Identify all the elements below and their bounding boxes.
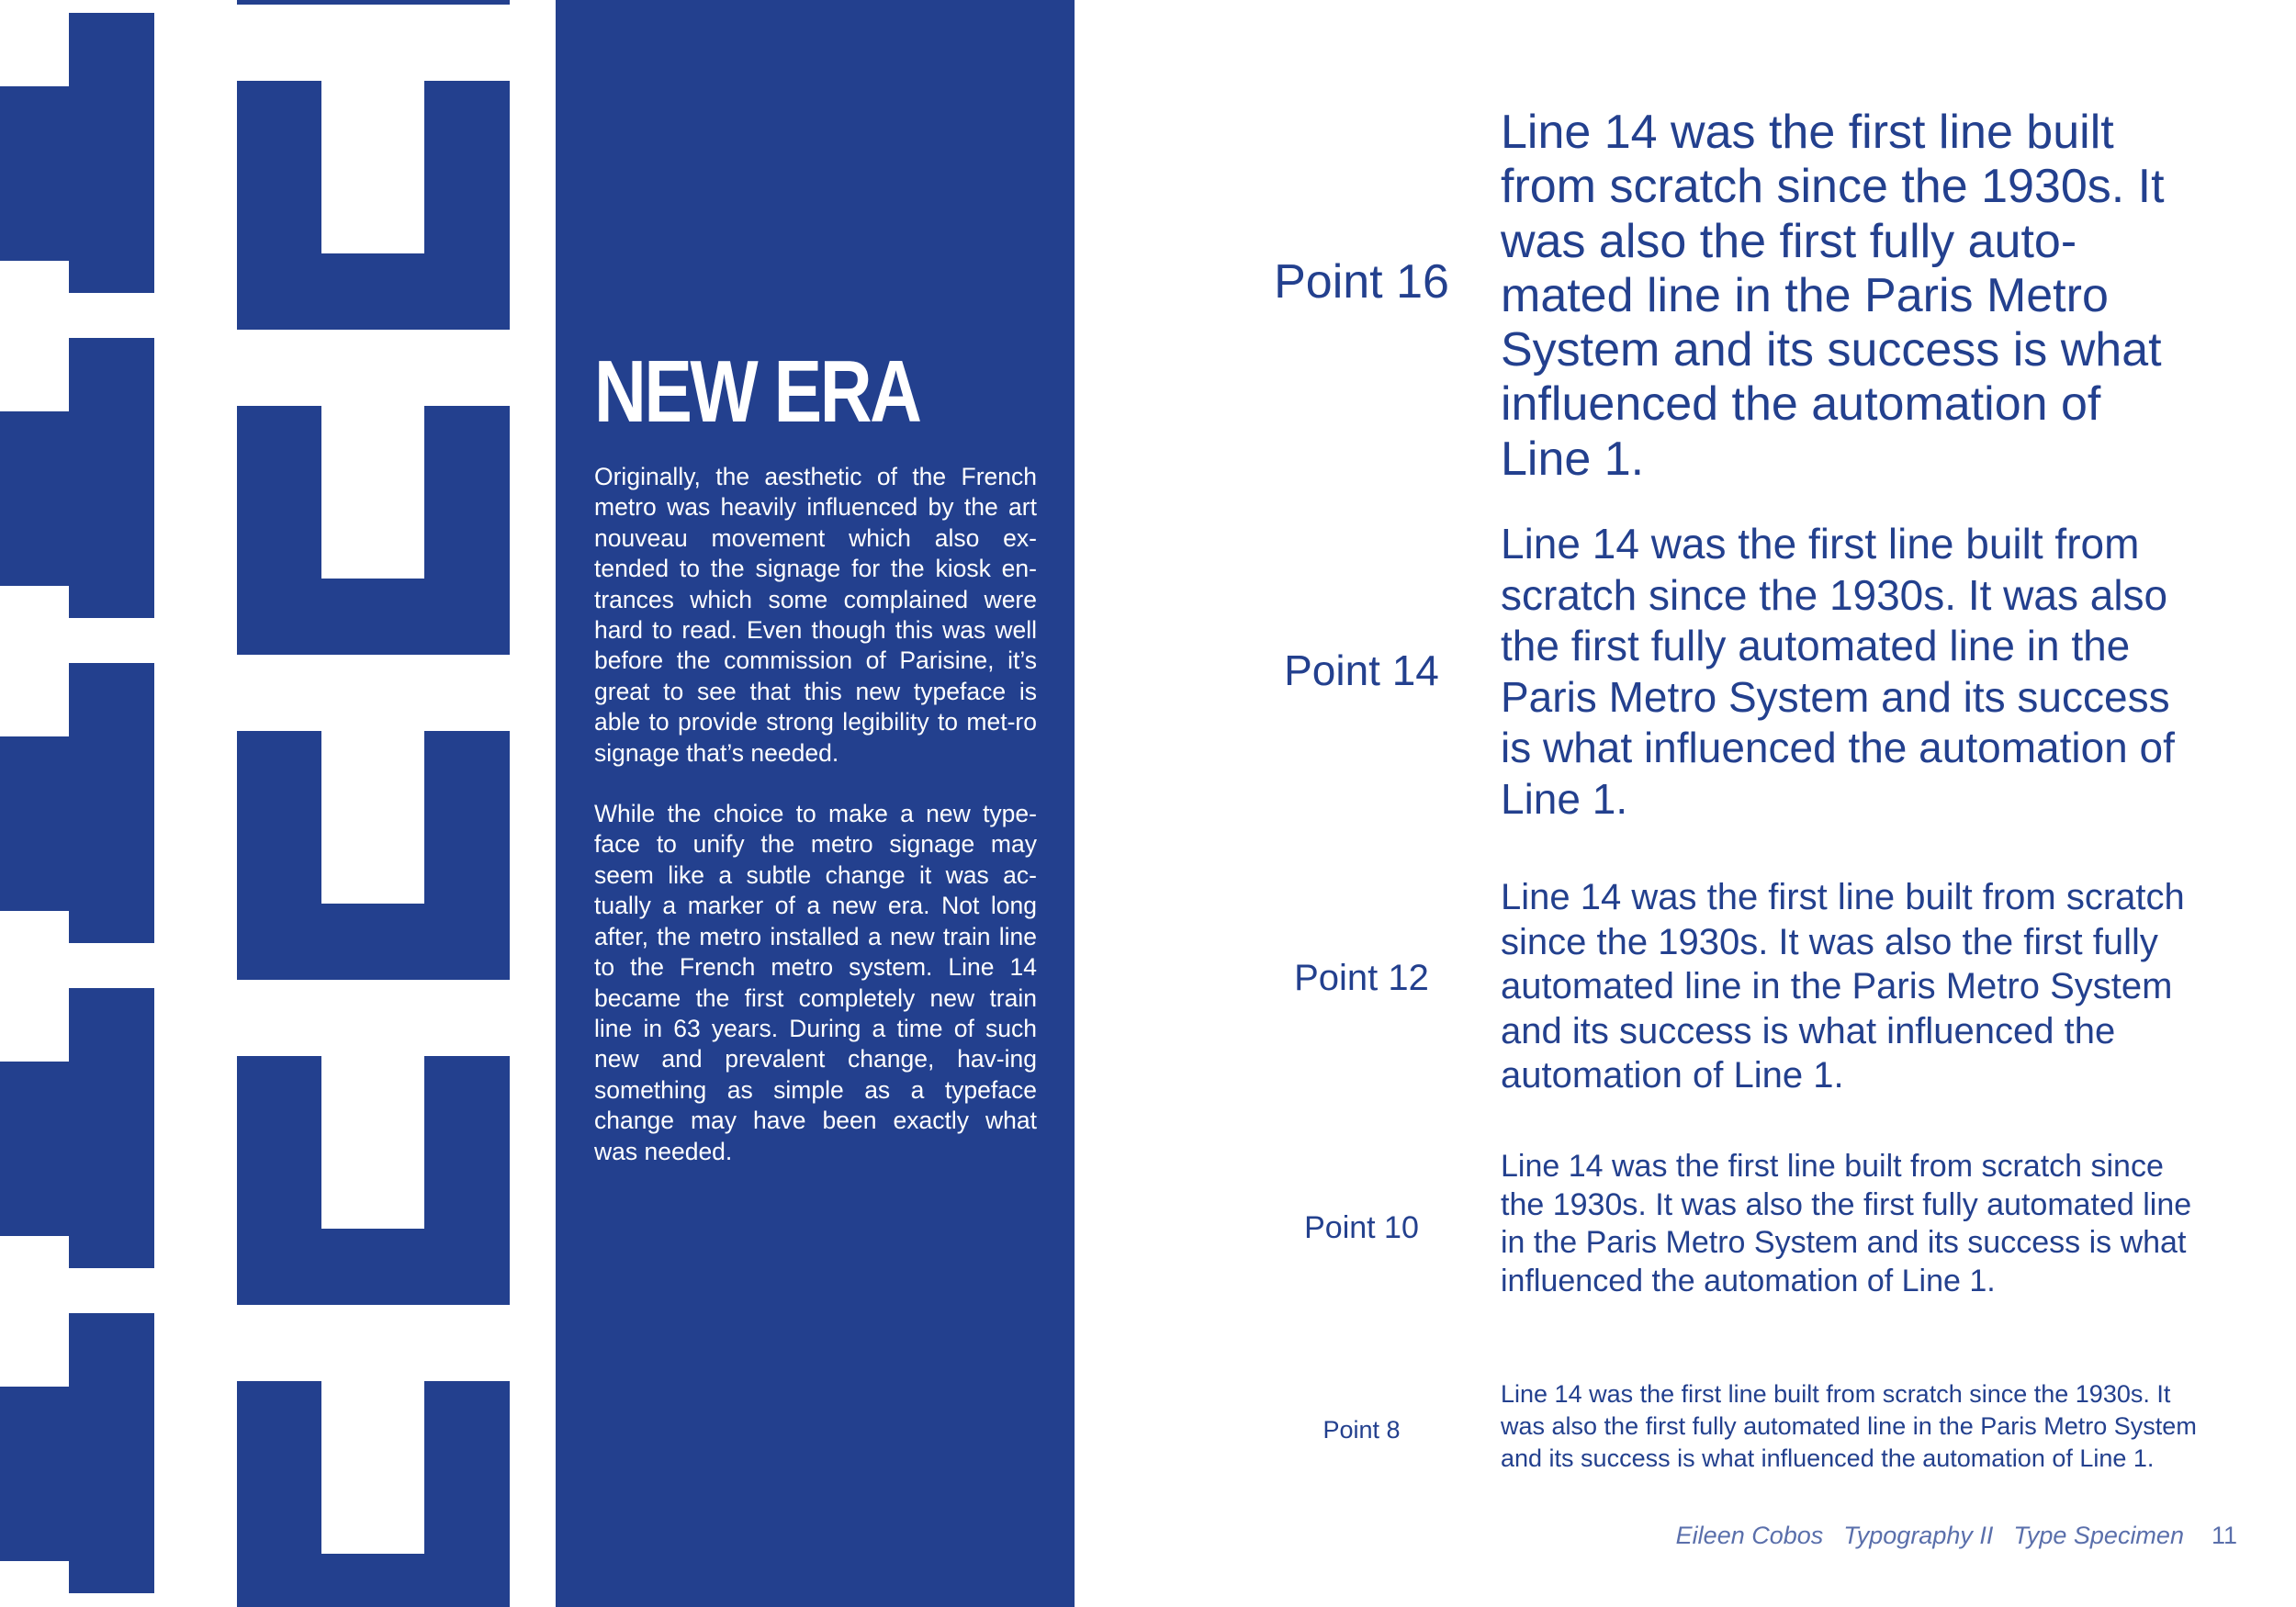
specimen-text: Line 14 was the first line built from scratch since the 1930s. It was also the first fully automated line in the Paris Metro System and its success is what influenced the automation of Line 1. [1501,1149,2192,1298]
h-pattern-shape [237,81,321,266]
specimen-text: Line 14 was the first line built from scratch since the 1930s. It was also the first fully automated line in the Paris Metro System and its success is what influenced the automation of Line 1. [1501,1380,2197,1472]
specimen-text: Line 14 was the first line built from scratch since the 1930s. It was also the first fully automated line in the Paris Metro System and its success is what influenced the automation of Line 1. [1501,520,2175,823]
h-pattern-shape [237,1056,321,1242]
specimen-label: Point 14 [1284,646,1439,694]
h-pattern-shape [237,731,321,916]
h-pattern-shape [0,499,154,583]
body-paragraph: Originally, the aesthetic of the French metro was heavily influenced by the art nouveau movement which also ex-tended to the signage for the kiosk en-trances which some complained were hard to read. Even though this was well before the commission of Parisine, it’s great to see that this new typeface is able to provide strong legibility to met-ro signage that’s needed. [594,463,1037,767]
h-pattern-shape [237,579,510,655]
h-pattern-shape [237,1381,321,1567]
specimen-text: Line 14 was the first line built from scratch since the 1930s. It was also the first fully auto-mated line in the Paris Metro System and its success is what influenced the automation of Line 1. [1501,106,2165,486]
h-pattern-shape [237,0,510,5]
specimen-label: Point 16 [1274,255,1449,309]
h-pattern-shape [0,1149,154,1233]
h-pattern-shape [0,174,154,258]
specimen-label: Point 8 [1322,1416,1401,1444]
h-pattern-shape [237,904,510,980]
body-copy [594,462,1037,1197]
specimen-label: Point 12 [1294,958,1429,998]
h-pattern-shape [0,824,154,908]
h-pattern-shape [237,406,321,591]
h-pattern-shape [424,1056,510,1242]
h-pattern-shape [0,1474,154,1558]
page-footer [1676,1522,2237,1550]
h-pattern-shape [237,253,510,330]
h-pattern-shape [237,1554,510,1607]
h-pattern-shape [424,81,510,266]
h-pattern-shape [424,731,510,916]
specimen-label: Point 10 [1304,1210,1419,1245]
feature-panel [556,0,1075,1607]
h-pattern-shape [237,1229,510,1305]
specimen-text: Line 14 was the first line built from scratch since the 1930s. It was also the first fully automated line in the Paris Metro System and its success is what influenced the automation of Line 1. [1501,877,2185,1096]
h-pattern-shape [424,1381,510,1567]
footer-project: Type Specimen [2013,1522,2184,1549]
footer-author: Eileen Cobos [1675,1522,1824,1549]
page-number: 11 [2211,1522,2237,1549]
h-pattern [0,0,556,1607]
footer-course: Typography II [1843,1522,1994,1549]
headline: NEW ERA [594,343,920,441]
h-pattern-shape [424,406,510,591]
body-paragraph: While the choice to make a new type-face to unify the metro signage may seem like a subtle change it was ac-tually a marker of a new era. Not long after, the metro installed a new train line to the French metro system. Line 14 became the first completely new train line in 63 years. During a time of such new and prevalent change, hav-ing something as simple as a typeface change may have been exactly what was needed. [594,800,1037,1165]
